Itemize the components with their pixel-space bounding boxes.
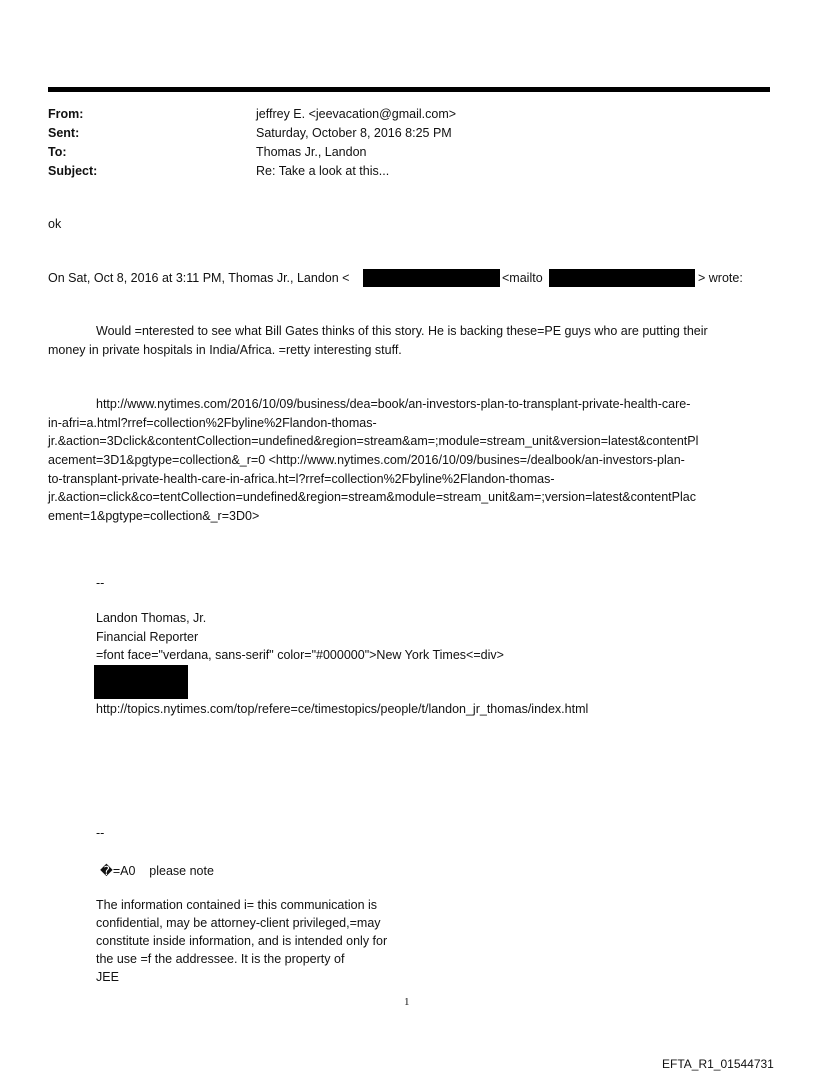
signature-separator: --: [96, 576, 105, 590]
url-line: jr.&action=3Dclick&contentCollection=undefined&region=stream&am=;module=stream_unit&version=latest&contentPl: [48, 434, 699, 448]
signature-url: http://topics.nytimes.com/top/refere=ce/timestopics/people/t/landon_jr_thomas/index.html: [96, 702, 589, 716]
sent-label: Sent:: [48, 126, 80, 140]
url-line: to-transplant-private-health-care-in-africa.ht=l?rref=collection%2Fbyline%2Flandon-thomas-: [48, 472, 555, 486]
separator-dashes: --: [96, 826, 105, 840]
signature-name: Landon Thomas, Jr.: [96, 611, 207, 625]
quote-intro-end: > wrote:: [698, 271, 743, 285]
signature-font-markup: =font face="verdana, sans-serif" color="#000000">New York Times<=div>: [96, 648, 504, 662]
redaction-box-signature: [94, 665, 188, 699]
url-line: http://www.nytimes.com/2016/10/09/business/dea=book/an-investors-plan-to-transplant-private-health-care-: [96, 397, 691, 411]
signature-title: Financial Reporter: [96, 630, 199, 644]
disclaimer-line: confidential, may be attorney-client privileged,=may: [96, 916, 381, 930]
quote-intro-start: On Sat, Oct 8, 2016 at 3:11 PM, Thomas Jr., Landon <: [48, 271, 350, 285]
url-line: ement=1&pgtype=collection&_r=3D0>: [48, 509, 260, 523]
please-note: �=A0 please note: [100, 864, 214, 878]
url-line: jr.&action=click&co=tentCollection=undefined&region=stream&module=stream_unit&am=;version=latest&contentPlac: [48, 490, 696, 504]
redaction-box-email: [363, 269, 500, 287]
from-label: From:: [48, 107, 84, 121]
url-line: in-afri=a.html?rref=collection%2Fbyline%2Flandon-thomas-: [48, 416, 377, 430]
quote-intro-mailto: <mailto: [502, 271, 543, 285]
disclaimer-line: the use =f the addressee. It is the property of: [96, 952, 345, 966]
page-number: 1: [404, 996, 410, 1008]
redaction-box-mailto: [549, 269, 695, 287]
document-id: EFTA_R1_01544731: [662, 1057, 774, 1071]
from-value: jeffrey E. <jeevacation@gmail.com>: [256, 107, 457, 121]
disclaimer-line: constitute inside information, and is intended only for: [96, 934, 388, 948]
reply-text: ok: [48, 217, 62, 231]
to-value: Thomas Jr., Landon: [256, 145, 367, 159]
sent-value: Saturday, October 8, 2016 8:25 PM: [256, 126, 452, 140]
url-line: acement=3D1&pgtype=collection&_r=0 <http://www.nytimes.com/2016/10/09/busines=/dealbook/an-investors-plan-: [48, 453, 685, 467]
subject-label: Subject:: [48, 164, 98, 178]
disclaimer-line: JEE: [96, 970, 119, 984]
disclaimer-line: The information contained i= this communication is: [96, 898, 378, 912]
quoted-paragraph-line-1: Would =nterested to see what Bill Gates thinks of this story. He is backing these=PE guys who are putting their: [96, 324, 708, 338]
header-rule: [48, 87, 770, 92]
to-label: To:: [48, 145, 67, 159]
quoted-paragraph-line-2: money in private hospitals in India/Africa. =retty interesting stuff.: [48, 343, 402, 357]
subject-value: Re: Take a look at this...: [256, 164, 390, 178]
